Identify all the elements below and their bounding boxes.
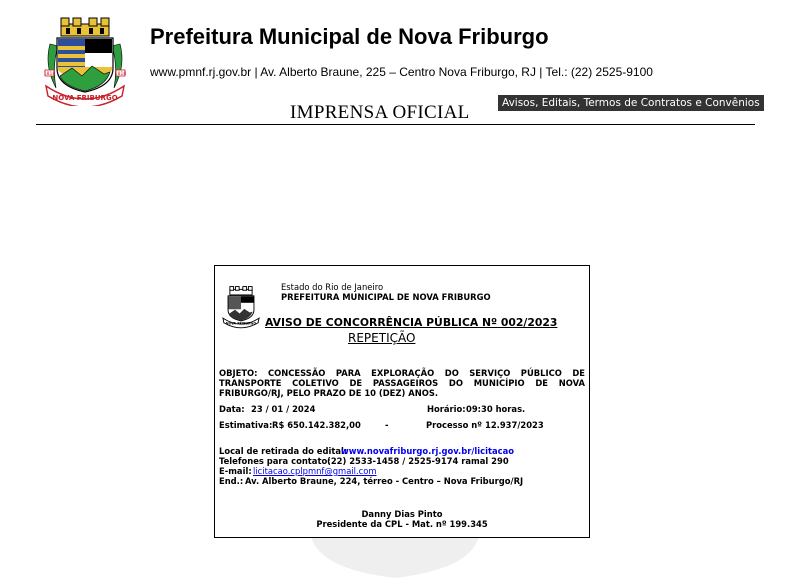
estimate-label: Estimativa: [219, 420, 273, 430]
crest-year: 1818 [44, 72, 56, 77]
address-value: Av. Alberto Braune, 224, térreo - Centro – Nova Friburgo/RJ [245, 476, 524, 486]
phones-value: (22) 2533-1458 / 2525-9174 ramal 290 [327, 456, 509, 466]
notice-subtitle: REPETIÇÃO [348, 331, 416, 345]
object-description: OBJETO: CONCESSÃO PARA EXPLORAÇÃO DO SERVIÇO PÚBLICO DE TRANSPORTE COLETIVO DE PASSAGEIROS DO MUNICÍPIO DE NOVA FRIBURGO/RJ, PELO PRAZO DE 10 (DEZ) ANOS. [219, 368, 585, 398]
state-name: Estado do Rio de Janeiro [281, 282, 384, 292]
category-badge: Avisos, Editais, Termos de Contratos e Convênios [498, 95, 764, 111]
contact-line: www.pmnf.rj.gov.br | Av. Alberto Braune, 225 – Centro Nova Friburgo, RJ | Tel.: (22) 2525-9100 [150, 65, 653, 79]
crest-year-right: 1818 [114, 72, 126, 77]
phones-label: Telefones para contato: [219, 456, 331, 466]
svg-text:NOVA FRIBURGO: NOVA FRIBURGO [225, 321, 257, 326]
pickup-link[interactable]: www.novafriburgo.rj.gov.br/licitacao [341, 446, 515, 456]
signer-name: Danny Dias Pinto [361, 509, 443, 519]
separator-dash: - [385, 420, 389, 430]
coat-of-arms-icon [44, 16, 126, 106]
time-value: 09:30 horas. [466, 404, 526, 414]
notice-title: AVISO DE CONCORRÊNCIA PÚBLICA Nº 002/2023 [265, 316, 558, 329]
page-title: Prefeitura Municipal de Nova Friburgo [150, 24, 549, 49]
section-title: IMPRENSA OFICIAL [290, 102, 470, 123]
date-label: Data: [219, 404, 245, 414]
estimate-value: R$ 650.142.382,00 [272, 420, 361, 430]
process-value: 12.937/2023 [485, 420, 544, 430]
email-label: E-mail: [219, 466, 252, 476]
time-label: Horário: [427, 404, 466, 414]
email-link[interactable]: licitacao.cplpmnf@gmail.com [253, 466, 377, 476]
notice-crest-icon [222, 284, 260, 329]
date-value: 23 / 01 / 2024 [251, 404, 316, 414]
signer-role: Presidente da CPL - Mat. nº 199.345 [316, 519, 488, 529]
address-label: End.: [219, 476, 244, 486]
svg-text:NOVA FRIBURGO: NOVA FRIBURGO [52, 94, 118, 102]
notice-document [214, 265, 590, 538]
header-divider [36, 124, 755, 125]
crown-icon [61, 18, 109, 36]
pickup-label: Local de retirada do edital: [219, 446, 348, 456]
shield-icon [57, 38, 113, 92]
process-label: Processo nº [426, 420, 482, 430]
city-hall-name: PREFEITURA MUNICIPAL DE NOVA FRIBURGO [281, 292, 491, 302]
